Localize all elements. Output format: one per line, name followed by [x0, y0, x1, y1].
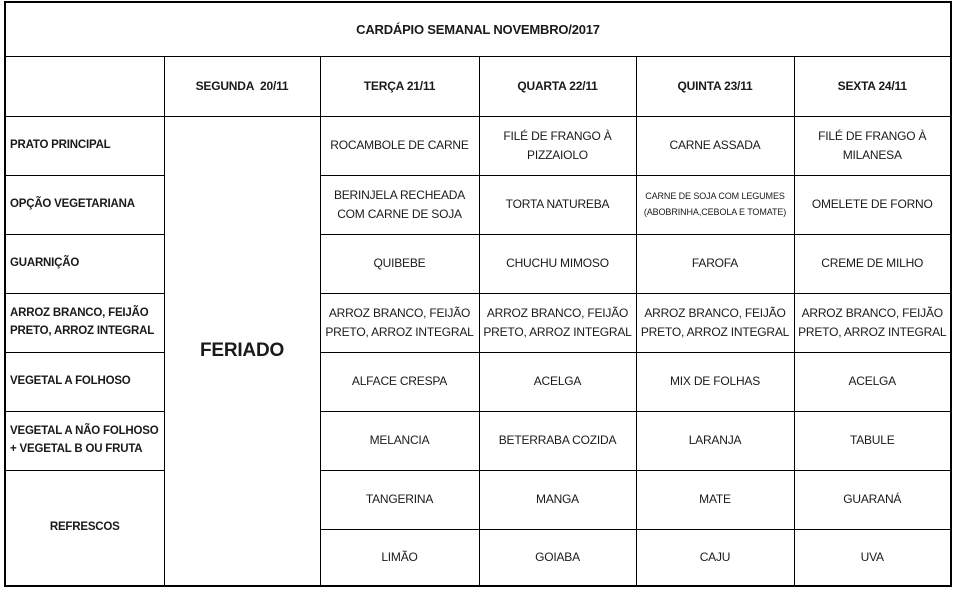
menu-cell-arroz-quinta: ARROZ BRANCO, FEIJÃO PRETO, ARROZ INTEGRAL — [636, 293, 794, 352]
menu-cell-folhoso-quarta: ACELGA — [479, 352, 636, 411]
day-header-quinta: QUINTA 23/11 — [636, 56, 794, 116]
menu-cell-naofolhoso-quinta: LARANJA — [636, 411, 794, 470]
menu-cell-prato-quinta: CARNE ASSADA — [636, 116, 794, 175]
menu-cell-refresco2-quarta: GOIABA — [479, 529, 636, 586]
menu-cell-refresco1-sexta: GUARANÁ — [794, 470, 951, 529]
menu-cell-arroz-terca: ARROZ BRANCO, FEIJÃO PRETO, ARROZ INTEGRAL — [320, 293, 479, 352]
menu-cell-refresco2-terca: LIMÃO — [320, 529, 479, 586]
row-label-vegetal-folhoso: VEGETAL A FOLHOSO — [5, 352, 164, 411]
day-header-terca: TERÇA 21/11 — [320, 56, 479, 116]
menu-cell-guarnicao-terca: QUIBEBE — [320, 234, 479, 293]
menu-cell-folhoso-terca: ALFACE CRESPA — [320, 352, 479, 411]
menu-cell-refresco1-quarta: MANGA — [479, 470, 636, 529]
menu-cell-naofolhoso-terca: MELANCIA — [320, 411, 479, 470]
menu-cell-prato-quarta: FILÉ DE FRANGO À PIZZAIOLO — [479, 116, 636, 175]
menu-cell-veg-quinta: CARNE DE SOJA COM LEGUMES (ABOBRINHA,CEBOLA E TOMATE) — [636, 175, 794, 234]
row-label-vegetal-nao-folhoso: VEGETAL A NÃO FOLHOSO + VEGETAL B OU FRUTA — [5, 411, 164, 470]
menu-cell-veg-quarta: TORTA NATUREBA — [479, 175, 636, 234]
menu-cell-arroz-sexta: ARROZ BRANCO, FEIJÃO PRETO, ARROZ INTEGRAL — [794, 293, 951, 352]
menu-cell-refresco2-quinta: CAJU — [636, 529, 794, 586]
menu-cell-prato-terca: ROCAMBOLE DE CARNE — [320, 116, 479, 175]
row-label-refrescos: REFRESCOS — [5, 470, 164, 586]
menu-cell-folhoso-sexta: ACELGA — [794, 352, 951, 411]
menu-cell-veg-terca: BERINJELA RECHEADA COM CARNE DE SOJA — [320, 175, 479, 234]
row-label-arroz-feijao: ARROZ BRANCO, FEIJÃO PRETO, ARROZ INTEGRAL — [5, 293, 164, 352]
row-label-prato-principal: PRATO PRINCIPAL — [5, 116, 164, 175]
menu-cell-refresco1-quinta: MATE — [636, 470, 794, 529]
page-title: CARDÁPIO SEMANAL NOVEMBRO/2017 — [5, 2, 951, 56]
menu-cell-guarnicao-quarta: CHUCHU MIMOSO — [479, 234, 636, 293]
row-label-guarnicao: GUARNIÇÃO — [5, 234, 164, 293]
menu-cell-veg-sexta: OMELETE DE FORNO — [794, 175, 951, 234]
menu-cell-refresco1-terca: TANGERINA — [320, 470, 479, 529]
menu-cell-guarnicao-sexta: CREME DE MILHO — [794, 234, 951, 293]
day-header-quarta: QUARTA 22/11 — [479, 56, 636, 116]
menu-cell-naofolhoso-quarta: BETERRABA COZIDA — [479, 411, 636, 470]
holiday-cell: FERIADO — [164, 116, 320, 586]
weekly-menu-sheet — [4, 1, 952, 587]
menu-cell-naofolhoso-sexta: TABULE — [794, 411, 951, 470]
row-label-opcao-vegetariana: OPÇÃO VEGETARIANA — [5, 175, 164, 234]
menu-cell-folhoso-quinta: MIX DE FOLHAS — [636, 352, 794, 411]
menu-cell-refresco2-sexta: UVA — [794, 529, 951, 586]
corner-cell — [5, 56, 164, 116]
menu-table — [4, 1, 952, 587]
day-header-segunda: SEGUNDA 20/11 — [164, 56, 320, 116]
menu-cell-prato-sexta: FILÉ DE FRANGO À MILANESA — [794, 116, 951, 175]
day-header-sexta: SEXTA 24/11 — [794, 56, 951, 116]
menu-cell-arroz-quarta: ARROZ BRANCO, FEIJÃO PRETO, ARROZ INTEGRAL — [479, 293, 636, 352]
menu-cell-guarnicao-quinta: FAROFA — [636, 234, 794, 293]
